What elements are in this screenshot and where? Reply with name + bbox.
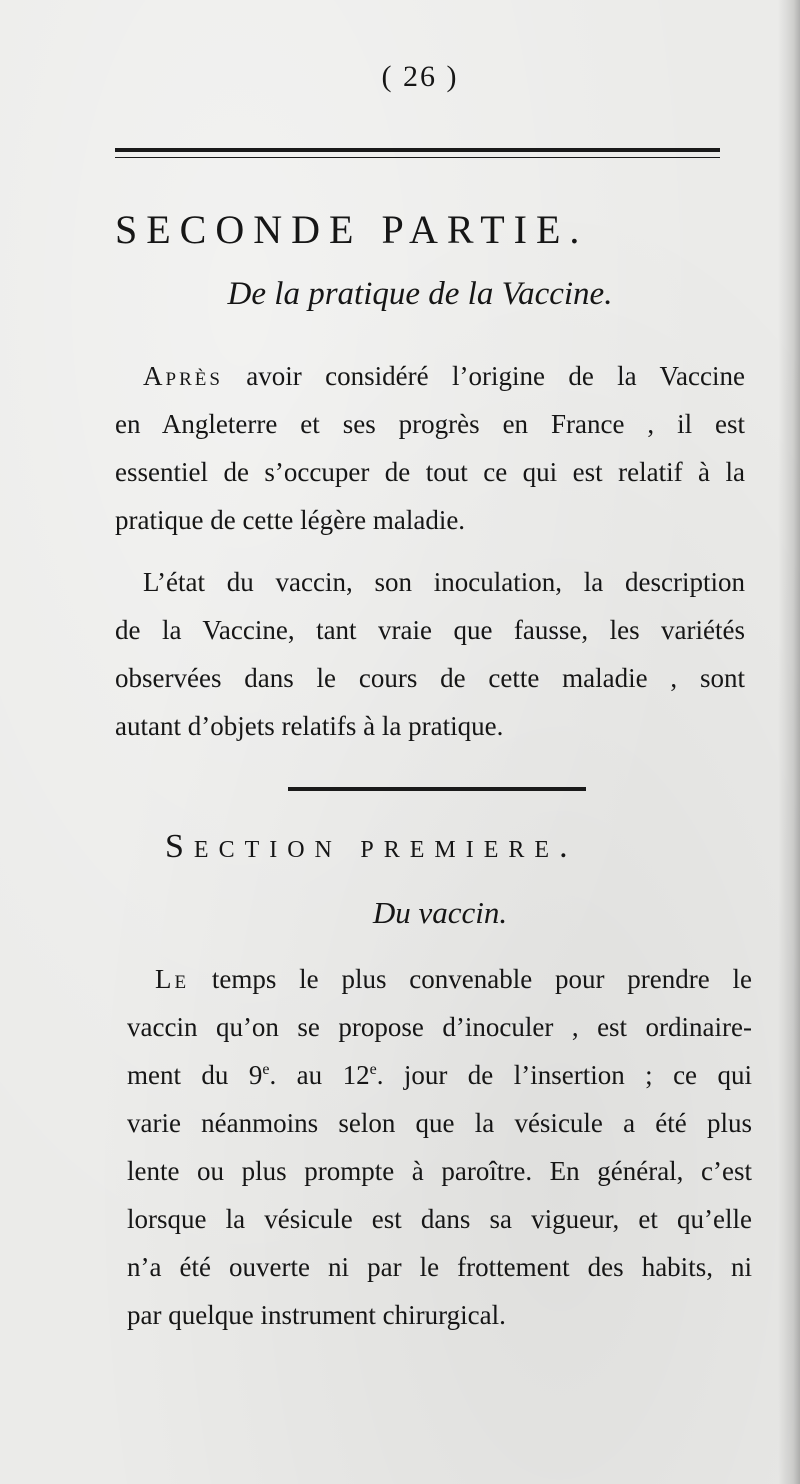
text-line: pratique de cette légère maladie. — [115, 505, 466, 535]
line-text: . au 12 — [269, 1060, 370, 1090]
ordinal-suffix: e — [262, 1061, 270, 1078]
text-line: observées dans le cours de cette maladie , sont — [115, 663, 745, 693]
text-line: lorsque la vésicule est dans sa vigueur, et qu’elle — [127, 1204, 752, 1234]
text-line: essentiel de s’occuper de tout ce qui est relatif à la — [115, 457, 745, 487]
page-edge-shadow — [778, 0, 800, 1484]
line-text: . jour de l’insertion ; ce qui — [376, 1060, 752, 1090]
text-line: autant d’objets relatifs à la pratique. — [115, 711, 504, 741]
text-line: L’état du vaccin, son inoculation, la description — [143, 567, 745, 597]
paragraph-vaccine — [127, 955, 752, 1339]
text-line: en Angleterre et ses progrès en France , il est — [115, 409, 745, 439]
line-text: ment du 9 — [127, 1060, 263, 1090]
line-text: temps le plus convenable pour prendre le — [189, 964, 752, 994]
text-line: n’a été ouverte ni par le frottement des habits, ni — [127, 1252, 752, 1282]
section-title: Section premiere. — [165, 828, 578, 865]
part-subtitle: De la pratique de la Vaccine. — [227, 276, 613, 312]
part-title: SECONDE PARTIE. — [115, 207, 589, 252]
text-line: lente ou plus prompte à paroître. En général, c’est — [127, 1156, 752, 1186]
text-line — [127, 1051, 752, 1099]
header-rule-thick — [115, 148, 720, 152]
section-divider — [288, 787, 586, 791]
lead-word: Après — [143, 361, 223, 391]
text-line: par quelque instrument chirurgical. — [127, 1300, 506, 1330]
paragraph-origin — [115, 352, 745, 544]
text-line — [115, 352, 745, 400]
text-line — [127, 955, 752, 1003]
lead-word: Le — [155, 964, 190, 994]
line-text: avoir considéré l’origine de la Vaccine — [222, 361, 745, 391]
page-number: ( 26 ) — [381, 60, 459, 93]
ordinal-suffix: e — [369, 1061, 377, 1078]
text-line: varie néanmoins selon que la vésicule a été plus — [127, 1108, 752, 1138]
section-subtitle: Du vaccin. — [372, 895, 508, 930]
text-line: vaccin qu’on se propose d’inoculer , est ordinaire- — [127, 1012, 752, 1042]
paragraph-topics — [115, 558, 745, 750]
text-line: de la Vaccine, tant vraie que fausse, les variétés — [115, 615, 745, 645]
header-rule-thin — [115, 157, 720, 158]
